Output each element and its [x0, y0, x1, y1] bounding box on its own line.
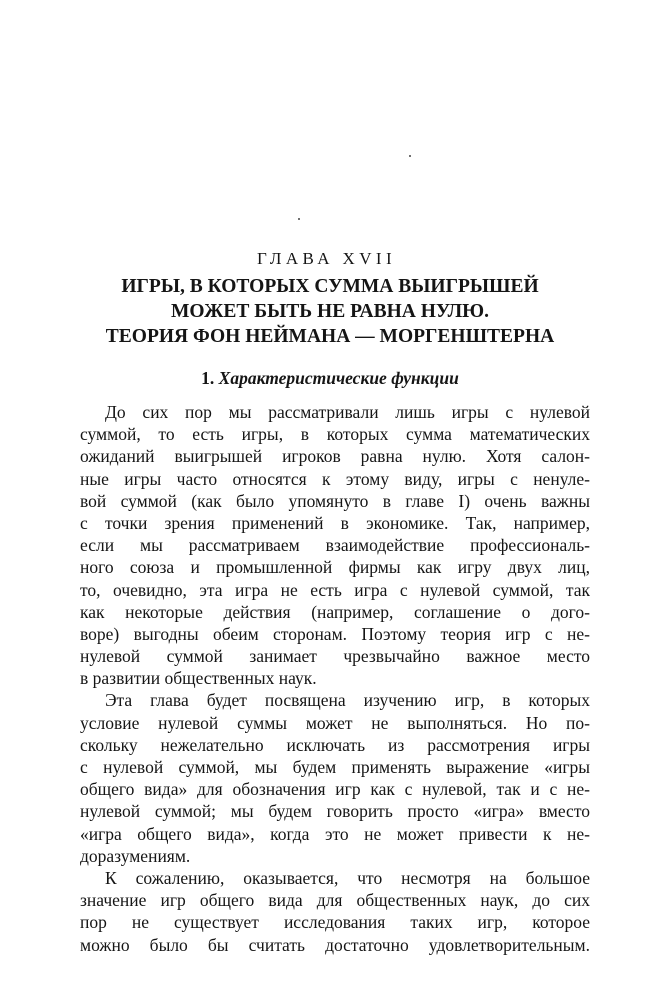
text-line: ного союза и промышленной фирмы как игру двух лиц, [80, 557, 590, 578]
section-number: 1. [201, 368, 215, 388]
chapter-title-line: ТЕОРИЯ ФОН НЕЙМАНА — МОРГЕНШТЕРНА [105, 326, 555, 347]
section-title: Характеристические функции [218, 368, 459, 388]
text-line: нулевой суммой; мы будем говорить просто «игра» вместо [80, 801, 590, 822]
text-line: нулевой суммой занимает чрезвычайно важное место [80, 646, 590, 667]
text-line: то, очевидно, эта игра не есть игра с нулевой суммой, так [80, 579, 590, 600]
text-line: условие нулевой суммы может не выполняться. Но по- [80, 712, 590, 733]
text-line: с нулевой суммой, мы будем применять выражение «игры [80, 757, 590, 777]
section-heading [0, 367, 653, 389]
text-line: можно было бы считать достаточно удовлетворительным. [80, 934, 590, 955]
text-line: вой суммой (как было упомянуто в главе I) очень важны [80, 490, 590, 511]
text-line: как некоторые действия (например, соглашение о дого- [80, 601, 590, 622]
print-speck [409, 155, 411, 157]
body-text [80, 401, 590, 956]
print-speck [298, 218, 300, 220]
text-line: воре) выгодны обеим сторонам. Поэтому теория игр с не- [80, 623, 590, 644]
text-line: суммой, то есть игры, в которых сумма математических [80, 424, 590, 445]
chapter-title-line: МОЖЕТ БЫТЬ НЕ РАВНА НУЛЮ. [170, 301, 490, 322]
text-line: «игра общего вида», когда это не может привести к не- [80, 823, 590, 844]
text-line: значение игр общего вида для общественных наук, до сих [80, 890, 590, 911]
chapter-title-line: ИГРЫ, В КОТОРЫХ СУММА ВЫИГРЫШЕЙ [121, 276, 539, 297]
text-line: общего вида» для обозначения игр как с нулевой, так и с не- [80, 779, 590, 800]
chapter-label: ГЛАВА XVII [256, 249, 397, 268]
text-line: К сожалению, оказывается, что несмотря на большое [105, 867, 590, 888]
text-line: ожиданий выигрышей игроков равна нулю. Хотя салон- [80, 446, 590, 467]
text-line: До сих пор мы рассматривали лишь игры с нулевой [105, 402, 590, 422]
text-line: скольку нежелательно исключать из рассмотрения игры [80, 734, 590, 755]
chapter-title [80, 274, 580, 349]
text-line: если мы рассматриваем взаимодействие профессиональ- [80, 535, 590, 556]
text-line: с точки зрения применений в экономике. Так, например, [80, 512, 590, 533]
text-line: доразумениям. [80, 845, 191, 866]
text-line: ные игры часто относятся к этому виду, игры с ненуле- [80, 468, 590, 489]
text-line: Эта глава будет посвящена изучению игр, в которых [105, 690, 590, 711]
text-line: в развитии общественных наук. [80, 668, 317, 689]
text-line: пор не существует исследования таких игр, которое [80, 912, 590, 933]
